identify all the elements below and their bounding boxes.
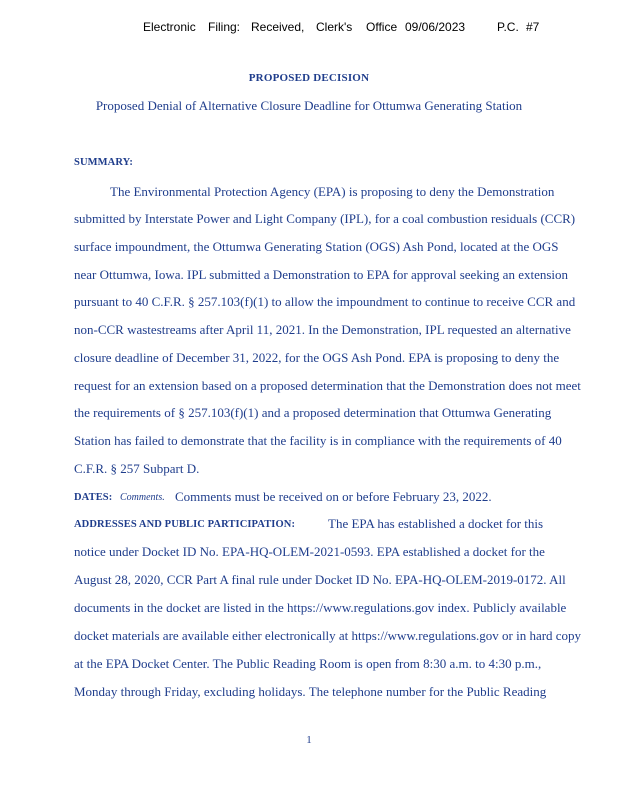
addresses-first-line: The EPA has established a docket for this bbox=[328, 516, 544, 531]
page-number: 1 bbox=[306, 734, 312, 746]
summary-line: The Environmental Protection Agency (EPA) is proposing to deny the Demonstration bbox=[110, 184, 555, 199]
summary-line: near Ottumwa, Iowa. IPL submitted a Demonstration to EPA for approval seeking an extension bbox=[74, 267, 569, 282]
header-received: Received, bbox=[251, 20, 305, 34]
header-filing: Filing: bbox=[208, 20, 241, 34]
summary-line: Station has failed to demonstrate that the facility is in compliance with the requirements of 40 bbox=[74, 433, 562, 448]
addresses-line: August 28, 2020, CCR Part A final rule under Docket ID No. EPA-HQ-OLEM-2019-0172. All bbox=[74, 572, 566, 587]
header-date: 09/06/2023 bbox=[405, 20, 466, 34]
header-office: Office bbox=[366, 20, 398, 34]
addresses-line: at the EPA Docket Center. The Public Reading Room is open from 8:30 a.m. to 4:30 p.m., bbox=[74, 656, 542, 671]
header-clerks: Clerk's bbox=[316, 20, 353, 34]
header-number: #7 bbox=[526, 20, 540, 34]
dates-text: Comments must be received on or before February 23, 2022. bbox=[175, 489, 492, 504]
summary-line: surface impoundment, the Ottumwa Generating Station (OGS) Ash Pond, located at the OGS bbox=[74, 239, 559, 254]
addresses-line: notice under Docket ID No. EPA-HQ-OLEM-2021-0593. EPA established a docket for the bbox=[74, 544, 545, 559]
header-electronic: Electronic bbox=[143, 20, 196, 34]
summary-line: pursuant to 40 C.F.R. § 257.103(f)(1) to allow the impoundment to continue to receive CCR and bbox=[74, 294, 576, 309]
addresses-line: Monday through Friday, excluding holidays. The telephone number for the Public Reading bbox=[74, 684, 547, 699]
addresses-line: docket materials are available either electronically at https://www.regulations.gov or in hard copy bbox=[74, 628, 582, 643]
addresses-line: documents in the docket are listed in the https://www.regulations.gov index. Publicly available bbox=[74, 600, 567, 615]
summary-line: closure deadline of December 31, 2022, for the OGS Ash Pond. EPA is proposing to deny the bbox=[74, 350, 560, 365]
dates-label: DATES: bbox=[74, 492, 113, 503]
addresses-label: ADDRESSES AND PUBLIC PARTICIPATION: bbox=[74, 519, 296, 530]
summary-line: request for an extension based on a proposed determination that the Demonstration does not meet bbox=[74, 378, 581, 393]
summary-line: C.F.R. § 257 Subpart D. bbox=[74, 461, 200, 476]
dates-sublabel: Comments. bbox=[120, 492, 165, 503]
summary-line: non-CCR wastestreams after April 11, 2021. In the Demonstration, IPL requested an alternative bbox=[74, 322, 571, 337]
summary-line: the requirements of § 257.103(f)(1) and a proposed determination that Ottumwa Generating bbox=[74, 405, 552, 420]
summary-line: submitted by Interstate Power and Light Company (IPL), for a coal combustion residuals (CCR) bbox=[74, 211, 576, 226]
summary-label: SUMMARY: bbox=[74, 157, 133, 168]
document-title: PROPOSED DECISION bbox=[248, 72, 370, 84]
document-subtitle: Proposed Denial of Alternative Closure Deadline for Ottumwa Generating Station bbox=[95, 98, 523, 113]
header-pc: P.C. bbox=[497, 20, 519, 34]
